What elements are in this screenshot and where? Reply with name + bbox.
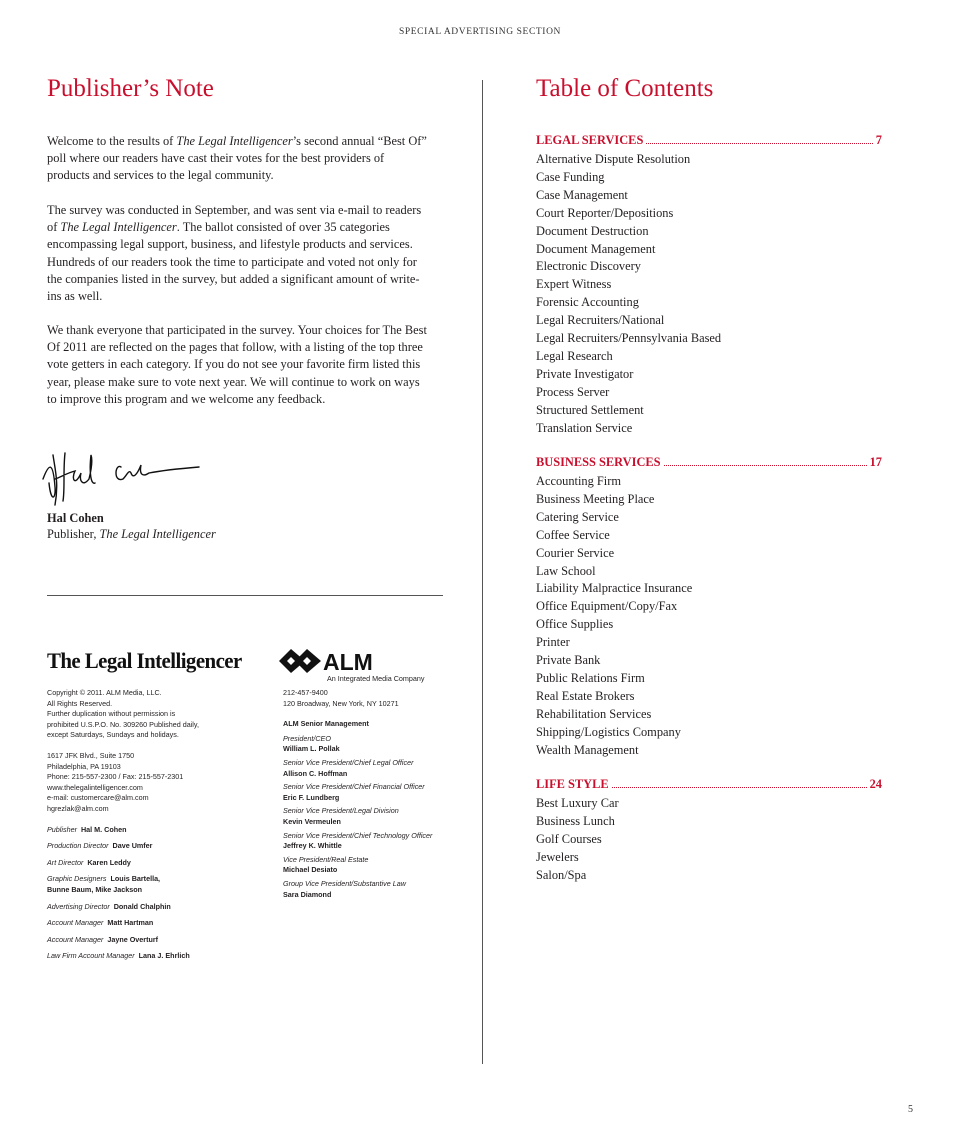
- executive-row: [283, 758, 483, 779]
- toc-item[interactable]: Expert Witness: [536, 277, 612, 292]
- toc-page-number: 17: [869, 455, 882, 469]
- toc-item[interactable]: Accounting Firm: [536, 474, 622, 488]
- toc-section-legal: [536, 133, 882, 438]
- staff-row: [47, 918, 257, 929]
- alm-address: 120 Broadway, New York, NY 10271: [283, 698, 399, 708]
- toc-item[interactable]: Golf Courses: [536, 831, 602, 846]
- p2-text-b: . The ballot consisted of over 35 categories encompassing legal support, business, and lifestyle products and services. Hundreds of our readers took the time to participate and voted not only for the companies listed in the survey, but added a significant amount of write-ins as well.: [47, 220, 420, 304]
- dot-leader: [612, 787, 867, 788]
- address-line: Philadelphia, PA 19103: [47, 761, 121, 771]
- toc-page-number: 7: [875, 133, 882, 147]
- toc-item[interactable]: Wealth Management: [536, 742, 639, 757]
- executive-name: Eric F. Lundberg: [283, 792, 340, 802]
- dot-leader: [664, 465, 867, 466]
- staff-role: Account Manager: [47, 918, 104, 928]
- toc-item[interactable]: Public Relations Firm: [536, 670, 645, 685]
- staff-role: Advertising Director: [47, 901, 110, 911]
- staff-list: [47, 825, 257, 962]
- toc-item-list: [536, 151, 882, 438]
- toc-item[interactable]: Legal Research: [536, 348, 613, 363]
- toc-item[interactable]: Legal Recruiters/National: [536, 313, 665, 328]
- signature-image: [35, 443, 215, 507]
- toc-item[interactable]: Case Management: [536, 187, 628, 202]
- column-divider: [482, 80, 483, 1064]
- staff-name: Jayne Overturf: [107, 934, 159, 944]
- alm-info-column: [283, 688, 483, 903]
- staff-name: Karen Leddy: [87, 857, 131, 867]
- executive-row: [283, 831, 483, 852]
- executive-row: [283, 855, 483, 876]
- alm-logo-text: ALM: [323, 649, 373, 675]
- signer-title-prefix: Publisher,: [47, 527, 100, 541]
- executive-name: Allison C. Hoffman: [283, 768, 348, 778]
- executive-name: Jeffrey K. Whittle: [283, 841, 342, 851]
- dot-leader: [646, 143, 872, 144]
- toc-section-life-style: [536, 777, 882, 885]
- toc-item[interactable]: Translation Service: [536, 420, 633, 435]
- toc-item[interactable]: Court Reporter/Depositions: [536, 205, 674, 220]
- toc-item[interactable]: Printer: [536, 635, 570, 650]
- alm-contact: [283, 688, 483, 709]
- toc-section-title: LEGAL SERVICES: [536, 133, 644, 147]
- legal-intelligencer-logo: The Legal Intelligencer: [47, 648, 242, 673]
- toc-item[interactable]: Salon/Spa: [536, 867, 587, 882]
- toc-item[interactable]: Forensic Accounting: [536, 295, 639, 310]
- staff-name: Hal M. Cohen: [80, 824, 127, 834]
- staff-role: Law Firm Account Manager: [47, 951, 135, 961]
- alm-phone: 212-457-9400: [283, 688, 328, 697]
- toc-item[interactable]: Real Estate Brokers: [536, 688, 635, 703]
- executive-role: Senior Vice President/Chief Technology Officer: [283, 830, 433, 840]
- alm-tagline: An Integrated Media Company: [327, 674, 425, 683]
- executive-row: [283, 734, 483, 755]
- p1-text-b: ’s second annual “Best Of” poll where our readers have cast their votes for the best providers of products and services to the legal community.: [47, 134, 427, 183]
- toc-item[interactable]: Structured Settlement: [536, 402, 644, 417]
- executive-role: Senior Vice President/Chief Financial Officer: [283, 782, 425, 792]
- p1-text-a: Welcome to the results of: [47, 134, 177, 148]
- toc-item[interactable]: Catering Service: [536, 509, 619, 524]
- signer-publication: The Legal Intelligencer: [99, 527, 216, 541]
- staff-role: Graphic Designers: [47, 874, 107, 884]
- staff-row: [47, 902, 257, 913]
- phone-fax-line: Phone: 215-557-2300 / Fax: 215-557-2301: [47, 772, 184, 782]
- toc-item[interactable]: Business Meeting Place: [536, 491, 655, 506]
- executive-role: Group Vice President/Substantive Law: [283, 878, 406, 888]
- executive-role: Vice President/Real Estate: [283, 854, 369, 864]
- toc-section-header[interactable]: [536, 777, 882, 795]
- executive-name: Kevin Vermeulen: [283, 816, 341, 826]
- toc-item[interactable]: Private Investigator: [536, 366, 634, 381]
- publishers-note-heading: Publisher’s Note: [47, 75, 214, 102]
- toc-item[interactable]: Law School: [536, 563, 596, 578]
- note-paragraph-2: [47, 202, 427, 305]
- toc-item[interactable]: Legal Recruiters/Pennsylvania Based: [536, 331, 722, 346]
- toc-item[interactable]: Process Server: [536, 384, 610, 399]
- toc-item[interactable]: Business Lunch: [536, 813, 615, 828]
- copyright-line: prohibited U.S.P.O. No. 309260 Published daily,: [47, 719, 199, 729]
- toc-item[interactable]: Liability Malpractice Insurance: [536, 581, 693, 596]
- staff-name: Donald Chalphin: [113, 901, 171, 911]
- executive-role: Senior Vice President/Chief Legal Officer: [283, 757, 414, 767]
- executive-name: William L. Pollak: [283, 744, 340, 754]
- copyright-block: [47, 688, 257, 741]
- copyright-line: Copyright © 2011. ALM Media, LLC.: [47, 688, 162, 697]
- staff-row: [47, 874, 257, 895]
- toc-section-title: BUSINESS SERVICES: [536, 455, 661, 469]
- staff-row: [47, 858, 257, 869]
- toc-item[interactable]: Office Supplies: [536, 617, 614, 632]
- note-paragraph-3: We thank everyone that participated in the survey. Your choices for The Best Of 2011 are reflected on the pages that follow, with a listing of the top three vote getters in each category. If you do not see your favorite firm listed this year, please make sure to vote next year. We will continue to work on ways to improve this program and we welcome any feedback.: [47, 323, 427, 406]
- toc-item[interactable]: Rehabilitation Services: [536, 706, 652, 721]
- executive-name: Sara Diamond: [283, 889, 332, 899]
- executive-role: Senior Vice President/Legal Division: [283, 806, 399, 816]
- toc-item[interactable]: Document Destruction: [536, 223, 649, 238]
- email-link[interactable]: hgrezlak@alm.com: [47, 803, 109, 813]
- p1-publication: The Legal Intelligencer: [176, 134, 293, 148]
- signer-title: [47, 527, 216, 542]
- toc-section-header[interactable]: [536, 133, 882, 151]
- toc-item[interactable]: Jewelers: [536, 849, 579, 864]
- copyright-line: except Saturdays, Sundays and holidays.: [47, 730, 179, 740]
- staff-name: Matt Hartman: [107, 918, 154, 928]
- section-divider: [47, 595, 443, 596]
- toc-section-title: LIFE STYLE: [536, 777, 609, 791]
- p2-text-a: The survey was conducted in September, and was sent via e-mail to readers of: [47, 203, 422, 235]
- staff-name: Louis Bartella,: [110, 874, 161, 884]
- toc-item[interactable]: Alternative Dispute Resolution: [536, 152, 691, 166]
- staff-name: Bunne Baum, Mike Jackson: [47, 884, 143, 894]
- executive-name: Michael Desiato: [283, 865, 338, 875]
- staff-name: Lana J. Ehrlich: [138, 951, 190, 961]
- executive-row: [283, 782, 483, 803]
- note-paragraph-1: [47, 133, 427, 185]
- staff-role: Production Director: [47, 841, 109, 851]
- staff-role: Art Director: [47, 857, 84, 867]
- toc-item[interactable]: Courier Service: [536, 545, 615, 560]
- executive-row: [283, 879, 483, 900]
- copyright-line: All Rights Reserved.: [47, 698, 113, 708]
- staff-name: Dave Umfer: [112, 841, 153, 851]
- email-link[interactable]: e-mail: customercare@alm.com: [47, 793, 149, 803]
- toc-item[interactable]: Coffee Service: [536, 527, 610, 542]
- staff-row: [47, 951, 257, 962]
- toc-item[interactable]: Office Equipment/Copy/Fax: [536, 599, 678, 614]
- toc-item[interactable]: Shipping/Logistics Company: [536, 724, 681, 739]
- signer-name: Hal Cohen: [47, 511, 104, 525]
- executive-role: President/CEO: [283, 733, 331, 743]
- staff-role: Publisher: [47, 824, 77, 834]
- toc-section-header[interactable]: [536, 455, 882, 473]
- staff-row: [47, 841, 257, 852]
- staff-row: [47, 825, 257, 836]
- alm-management-heading: ALM Senior Management: [283, 719, 369, 729]
- executive-row: [283, 806, 483, 827]
- address-block: [47, 751, 257, 815]
- toc-item[interactable]: Case Funding: [536, 169, 605, 184]
- toc-item-list: [536, 473, 882, 760]
- p2-publication: The Legal Intelligencer: [60, 220, 177, 235]
- toc-item[interactable]: Best Luxury Car: [536, 796, 619, 810]
- toc-item-list: [536, 795, 882, 885]
- section-label: SPECIAL ADVERTISING SECTION: [398, 27, 561, 37]
- website-link[interactable]: www.thelegalintelligencer.com: [47, 782, 143, 792]
- staff-row: [47, 935, 257, 946]
- copyright-line: Further duplication without permission is: [47, 709, 176, 719]
- toc-item[interactable]: Electronic Discovery: [536, 259, 641, 274]
- staff-role: Account Manager: [47, 934, 104, 944]
- page-number: 5: [908, 1104, 913, 1115]
- masthead-info-column: [47, 688, 257, 968]
- toc-page-number: 24: [869, 777, 882, 791]
- toc-item[interactable]: Document Management: [536, 241, 656, 256]
- toc-heading: Table of Contents: [536, 75, 714, 102]
- address-line: 1617 JFK Blvd., Suite 1750: [47, 750, 135, 760]
- toc-item[interactable]: Private Bank: [536, 653, 601, 668]
- toc-section-business: [536, 455, 882, 760]
